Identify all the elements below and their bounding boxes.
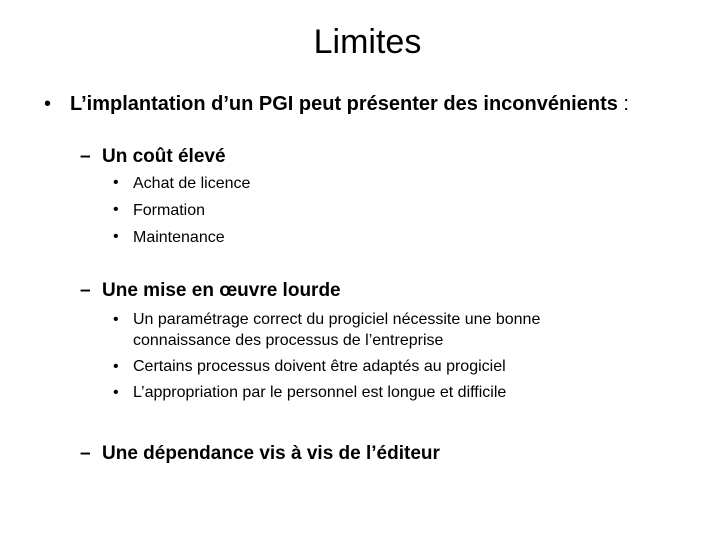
slide-title: Limites — [313, 23, 422, 61]
list-item-text: L’appropriation par le personnel est longue et difficile — [133, 384, 507, 401]
list-item-text: Achat de licence — [133, 175, 251, 192]
list-item-text: Certains processus doivent être adaptés au progiciel — [133, 358, 506, 375]
bullet-marker: • — [113, 201, 119, 218]
bullet-marker: • — [113, 174, 119, 191]
intro-text-line — [70, 90, 629, 118]
bullet-marker: • — [113, 311, 119, 328]
intro-text: L’implantation d’un PGI peut présenter des inconvénients — [70, 93, 618, 115]
bullet-marker: • — [113, 384, 119, 401]
list-item-text: connaissance des processus de l’entreprise — [133, 332, 444, 349]
dash-marker: – — [80, 146, 91, 167]
intro-colon: : — [617, 93, 629, 115]
section-heading-text: Une dépendance vis à vis de l’éditeur — [102, 443, 440, 464]
bullet-marker: • — [113, 228, 119, 245]
bullet-marker: • — [113, 358, 119, 375]
list-item-text: Formation — [133, 202, 206, 219]
bullet-marker: • — [44, 93, 52, 115]
section-heading-text: Un coût élevé — [102, 146, 226, 167]
dash-marker: – — [80, 443, 91, 464]
list-item-text: Un paramétrage correct du progiciel nécessite une bonne — [133, 311, 541, 328]
section-heading-text: Une mise en œuvre lourde — [102, 280, 341, 301]
list-item-text: Maintenance — [133, 229, 225, 246]
dash-marker: – — [80, 280, 91, 301]
